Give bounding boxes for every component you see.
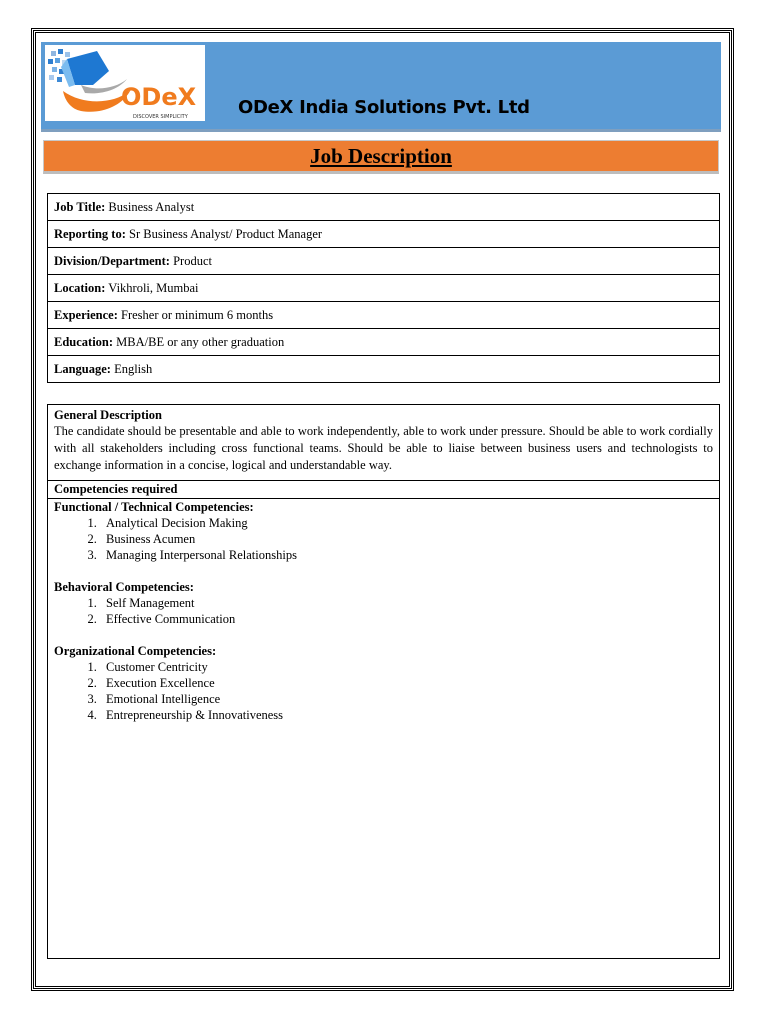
table-row xyxy=(48,302,720,329)
competency-list xyxy=(54,659,713,723)
field-label: Reporting to: xyxy=(54,226,126,241)
table-row xyxy=(48,221,720,248)
competencies-heading: Competencies required xyxy=(48,480,719,499)
general-description-heading: General Description xyxy=(54,408,162,422)
table-cell xyxy=(48,275,720,302)
company-name: ODeX India Solutions Pvt. Ltd xyxy=(238,97,530,118)
table-row xyxy=(48,329,720,356)
table-row xyxy=(48,194,720,221)
competency-group-title: Organizational Competencies: xyxy=(54,644,217,658)
field-label: Experience: xyxy=(54,307,118,322)
logo-graphic xyxy=(45,45,205,121)
competency-group-title: Behavioral Competencies: xyxy=(54,580,194,594)
field-value: Product xyxy=(173,253,212,268)
competency-list xyxy=(54,595,713,627)
list-item: 4. Entrepreneurship & Innovativeness xyxy=(100,707,713,723)
list-item: 3. Emotional Intelligence xyxy=(100,691,713,707)
field-value: Sr Business Analyst/ Product Manager xyxy=(129,226,323,241)
field-value: MBA/BE or any other graduation xyxy=(116,334,285,349)
field-label: Language: xyxy=(54,361,111,376)
list-item: 3. Managing Interpersonal Relationships xyxy=(100,547,713,563)
list-item: 1. Analytical Decision Making xyxy=(100,515,713,531)
field-label: Education: xyxy=(54,334,114,349)
field-value: Vikhroli, Mumbai xyxy=(108,280,199,295)
list-item: 2. Execution Excellence xyxy=(100,675,713,691)
list-item: 2. Business Acumen xyxy=(100,531,713,547)
field-value: English xyxy=(114,361,153,376)
competency-list xyxy=(54,515,713,563)
company-logo xyxy=(45,45,205,121)
list-item: 2. Effective Communication xyxy=(100,611,713,627)
general-description-text: The candidate should be presentable and able to work independently, able to work under pressure. Should be able to work cordially with all stakeholders including cross functional teams. Should be able to liaise between business users and technologists to exchange information in a concise, logical and understandable way. xyxy=(54,424,713,472)
field-label: Division/Department: xyxy=(54,253,170,268)
table-cell xyxy=(48,329,720,356)
title-band xyxy=(43,140,719,174)
logo-wordmark: ODeX xyxy=(121,83,197,111)
job-info-table xyxy=(47,193,720,383)
table-cell xyxy=(48,356,720,383)
competency-group-title: Functional / Technical Competencies: xyxy=(54,500,254,514)
table-cell xyxy=(48,248,720,275)
table-row xyxy=(48,356,720,383)
field-label: Location: xyxy=(54,280,106,295)
logo-tagline: DISCOVER SIMPLICITY xyxy=(133,114,188,120)
document-title: Job Description xyxy=(310,144,452,168)
field-value: Fresher or minimum 6 months xyxy=(121,307,274,322)
field-label: Job Title: xyxy=(54,199,106,214)
competencies-section xyxy=(48,499,719,723)
table-cell xyxy=(48,221,720,248)
table-cell xyxy=(48,194,720,221)
list-item: 1. Self Management xyxy=(100,595,713,611)
list-item: 1. Customer Centricity xyxy=(100,659,713,675)
table-cell xyxy=(48,302,720,329)
table-row xyxy=(48,275,720,302)
description-box xyxy=(47,404,720,959)
table-row xyxy=(48,248,720,275)
field-value: Business Analyst xyxy=(108,199,195,214)
